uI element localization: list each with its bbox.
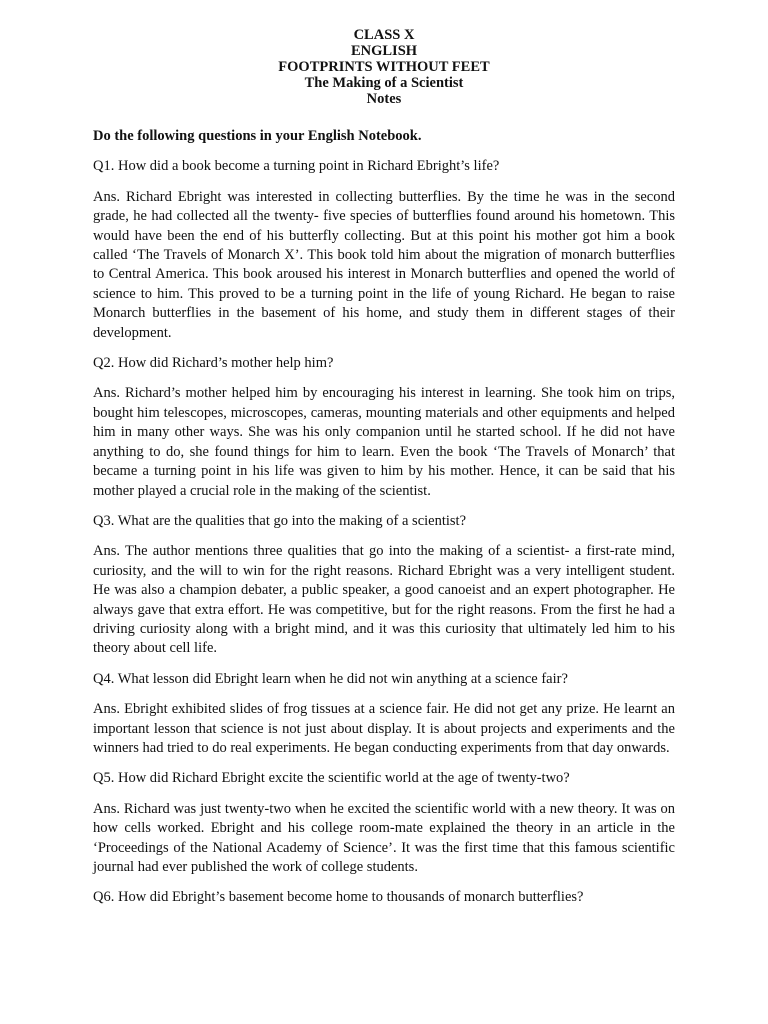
question-3: Q3. What are the qualities that go into the making of a scientist? (93, 512, 467, 529)
document-header (0, 27, 768, 107)
question-2: Q2. How did Richard’s mother help him? (93, 355, 334, 372)
answer-3: Ans. The author mentions three qualities that go into the making of a scientist- a first-rate mind, curiosity, and the will to win for the right reasons. Richard Ebright was a very intelligent student. He was also a champion debater, a public speaker, a good canoeist and an expert photographer. He always gave that extra effort. He was competitive, but for the right reasons. From the first he had a driving curiosity along with a bright mind, and it was this curiosity that ultimately led him to his theory about cell life. (93, 543, 675, 657)
notes-label: Notes (366, 91, 402, 107)
answer-2: Ans. Richard’s mother helped him by encouraging his interest in learning. She took him on trips, bought him telescopes, microscopes, cameras, mounting materials and other equipments and helped him in many other ways. She was his only companion until he started school. If he did not have anything to do, she found things for him to learn. Even the book ‘The Travels of Monarch’ that became a turning point in his life was given to him by his mother. Hence, it can be said that his mother played a crucial role in the making of the scientist. (93, 385, 675, 499)
chapter-title: The Making of a Scientist (304, 75, 464, 91)
question-4: Q4. What lesson did Ebright learn when he did not win anything at a science fair? (93, 670, 568, 687)
question-1: Q1. How did a book become a turning point in Richard Ebright’s life? (93, 158, 500, 175)
document-body (93, 127, 675, 919)
answer-4: Ans. Ebright exhibited slides of frog tissues at a science fair. He did not get any prize. He learnt an important lesson that science is not just about display. It is about projects and experiments and the winners had tried to do real experiments. He began conducting experiments from that day onwards. (93, 701, 675, 756)
answer-1: Ans. Richard Ebright was interested in collecting butterflies. By the time he was in the second grade, he had collected all the twenty- five species of butterflies found around his hometown. This would have been the end of his butterfly collecting. But at this point his mother got him a book called ‘The Travels of Monarch X’. This book told him about the migration of monarch butterflies to Central America. This book aroused his interest in Monarch butterflies and opened the world of science to him. This proved to be a turning point in the life of young Richard. He began to raise Monarch butterflies in the basement of his home, and study them in different stages of their development. (93, 188, 675, 341)
answer-5: Ans. Richard was just twenty-two when he excited the scientific world with a new theory. It was on how cells worked. Ebright and his college room-mate explained the theory in an article in the ‘Proceedings of the National Academy of Science’. It was the first time that this famous scientific journal had ever published the work of college students. (93, 800, 675, 875)
class-title: CLASS X (353, 27, 415, 43)
instruction-text: Do the following questions in your English Notebook. (93, 128, 422, 144)
subject-title: ENGLISH (350, 43, 418, 59)
book-title: FOOTPRINTS WITHOUT FEET (278, 59, 490, 75)
question-6: Q6. How did Ebright’s basement become home to thousands of monarch butterflies? (93, 889, 584, 906)
question-5: Q5. How did Richard Ebright excite the scientific world at the age of twenty-two? (93, 770, 570, 787)
